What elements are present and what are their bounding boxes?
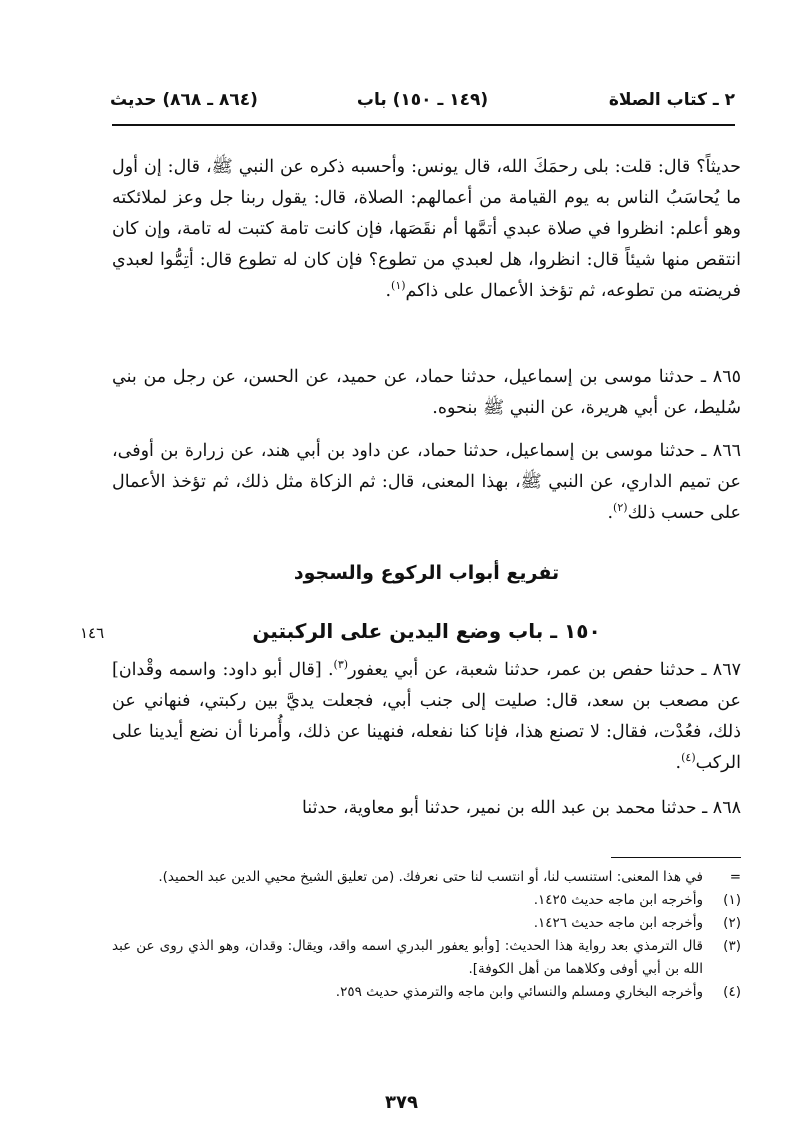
hadith-868 [112,793,741,824]
footnote-3 [112,935,741,981]
margin-page-number: ١٤٦ [80,624,105,642]
header-rule [112,124,735,126]
footnote-ref-2: (٢) [613,501,628,515]
footnote-continuation [112,866,741,889]
hadith-868-text: ٨٦٨ ـ حدثنا محمد بن عبد الله بن نمير، حدثنا أبو معاوية، حدثنا [301,798,741,818]
footnote-1 [112,889,741,912]
footnote-text: قال الترمذي بعد رواية هذا الحديث: [وأبو يعفور البدري اسمه واقد، ويقال: وقدان، وهو الذي روى عن عبد الله بن أبي أوفى وكلاهما من أهل الكوفة]. [112,938,703,977]
hadith-866 [112,436,741,529]
footnote-mark: (٤) [723,984,741,1000]
header-book-title: ٢ ـ كتاب الصلاة [608,90,735,110]
footnote-4 [112,981,741,1004]
footnote-mark: (١) [723,892,741,908]
footnote-ref-1: (١) [391,279,406,293]
footnote-text: وأخرجه ابن ماجه حديث ١٤٢٦. [533,915,703,931]
hadith-867 [112,655,741,779]
bab-title: ١٥٠ ـ باب وضع اليدين على الركبتين [252,619,601,643]
footnote-mark: (٣) [723,938,741,954]
hadith-865-text: ٨٦٥ ـ حدثنا موسى بن إسماعيل، حدثنا حماد، عن حميد، عن الحسن، عن رجل من بني سُليط، عن أبي هريرة، عن النبي ﷺ بنحوه. [112,367,741,418]
footnote-text: وأخرجه ابن ماجه حديث ١٤٢٥. [533,892,703,908]
footnotes [112,866,741,1004]
hadith-867-text-a: ٨٦٧ ـ حدثنا حفص بن عمر، حدثنا شعبة، عن أبي يعفور [348,660,741,680]
hadith-867-text-b: . [قال أبو داود: واسمه وقْدان] عن مصعب بن سعد، قال: صليت إلى جنب أبي، فجعلت يديَّ بين ركبتي، فنهاني عن ذلك، فعُدْت، فقال: لا تصنع هذا، فإنا كنا نفعله، فنهينا عن ذلك، وأُمرنا أن نضع أيدينا على الركب [112,660,741,773]
header-chapter-range: (١٤٩ ـ ١٥٠) باب [356,90,489,110]
intro-text: حديثاً؟ قال: قلت: بلى رحمَكَ الله، قال يونس: وأحسبه ذكره عن النبي ﷺ، قال: إن أول ما يُحاسَبُ الناس به يوم القيامة من أعمالهم: الصلاة، قال: يقول ربنا جل وعز لملائكته وهو أعلم: انظروا في صلاة عبدي أتمَّها أم نقَصَها، فإن كانت تامة كتبت له تامة، وإن كان انتقص منها شيئاً قال: انظروا، هل لعبدي من تطوع؟ فإن كان له تطوع قال: أتِمُّوا لعبدي فريضته من تطوعه، ثم تؤخذ الأعمال على ذاكم [112,157,741,301]
header-hadith-range: (٨٦٤ ـ ٨٦٨) حديث [110,90,258,110]
intro-paragraph [112,152,741,307]
footnote-ref-3: (٣) [333,658,349,672]
footnote-2 [112,912,741,935]
hadith-865 [112,362,741,424]
hadith-867-end: . [675,753,682,773]
page-number: ٣٧٩ [385,1092,418,1113]
hadith-866-text: ٨٦٦ ـ حدثنا موسى بن إسماعيل، حدثنا حماد، عن داود بن أبي هند، عن زرارة بن أوفى، عن تميم الداري، عن النبي ﷺ، بهذا المعنى، قال: ثم الزكاة مثل ذلك، ثم تؤخذ الأعمال على حسب ذلك [112,441,741,523]
hadith-866-end: . [607,503,614,523]
footnote-text: وأخرجه البخاري ومسلم والنسائي وابن ماجه والترمذي حديث ٢٥٩. [335,984,703,1000]
footnote-rule [611,857,741,858]
running-header [110,88,735,124]
chapter-title: تفريع أبواب الركوع والسجود [293,562,560,584]
footnote-mark: = [729,869,741,885]
footnote-text: في هذا المعنى: استنسب لنا، أو انتسب لنا حتى نعرفك. (من تعليق الشيخ محيي الدين عبد الحميد). [158,869,703,885]
intro-end: . [385,281,392,301]
footnote-ref-4: (٤) [681,751,696,765]
footnote-mark: (٢) [723,915,741,931]
